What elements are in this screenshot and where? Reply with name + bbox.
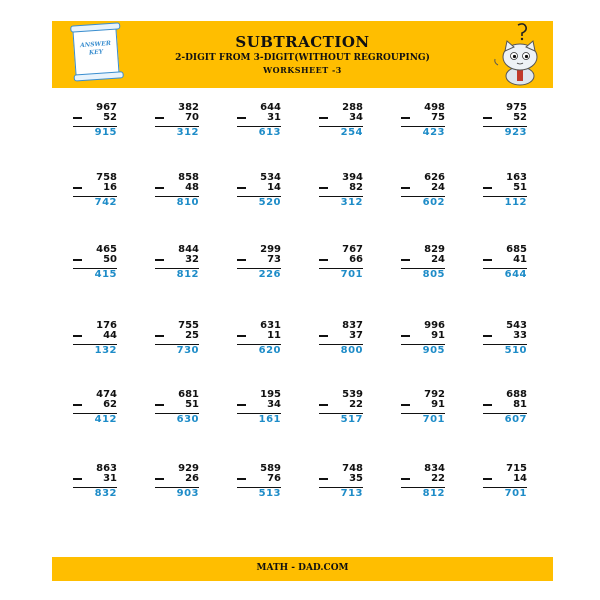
- subtrahend: 62: [103, 399, 117, 410]
- worksheet-number: WORKSHEET -3: [263, 65, 342, 75]
- answer-value: 805: [422, 269, 445, 280]
- subtraction-problem: [483, 389, 527, 427]
- subtrahend: 66: [349, 254, 363, 265]
- minus-sign-icon: [73, 187, 82, 189]
- minus-sign-icon: [155, 187, 164, 189]
- subtrahend: 51: [185, 399, 199, 410]
- subtraction-problem: [73, 320, 117, 358]
- answer-value: 602: [422, 197, 445, 208]
- minus-sign-icon: [483, 259, 492, 261]
- minuend: 176: [96, 320, 117, 331]
- answer-value: 923: [504, 127, 527, 138]
- answer-value: 713: [340, 488, 363, 499]
- subtraction-problem: [237, 244, 281, 282]
- answer-value: 903: [176, 488, 199, 499]
- minus-sign-icon: [237, 478, 246, 480]
- minus-sign-icon: [319, 404, 328, 406]
- subtrahend: 34: [349, 112, 363, 123]
- subtraction-problem: [237, 102, 281, 140]
- minuend: 382: [178, 102, 199, 113]
- minuend: 715: [506, 463, 527, 474]
- answer-value: 613: [258, 127, 281, 138]
- subtrahend: 52: [513, 112, 527, 123]
- minus-sign-icon: [483, 187, 492, 189]
- minuend: 498: [424, 102, 445, 113]
- subtrahend: 41: [513, 254, 527, 265]
- subtrahend: 14: [267, 182, 281, 193]
- subtrahend: 22: [349, 399, 363, 410]
- subtraction-problem: [319, 172, 363, 210]
- subtraction-problem: [319, 320, 363, 358]
- minus-sign-icon: [483, 335, 492, 337]
- subtrahend: 51: [513, 182, 527, 193]
- minus-sign-icon: [155, 259, 164, 261]
- subtraction-problem: [483, 463, 527, 501]
- page-title: SUBTRACTION: [235, 33, 370, 51]
- subtrahend: 11: [267, 330, 281, 341]
- minuend: 792: [424, 389, 445, 400]
- minus-sign-icon: [237, 187, 246, 189]
- subtrahend: 25: [185, 330, 199, 341]
- minuend: 767: [342, 244, 363, 255]
- answer-value: 915: [94, 127, 117, 138]
- subtrahend: 24: [431, 254, 445, 265]
- subtraction-problem: [401, 244, 445, 282]
- answer-value: 517: [340, 414, 363, 425]
- subtrahend: 52: [103, 112, 117, 123]
- minuend: 626: [424, 172, 445, 183]
- minus-sign-icon: [73, 117, 82, 119]
- subtraction-problem: [483, 244, 527, 282]
- subtrahend: 16: [103, 182, 117, 193]
- minus-sign-icon: [237, 404, 246, 406]
- answer-value: 412: [94, 414, 117, 425]
- minuend: 195: [260, 389, 281, 400]
- subtrahend: 73: [267, 254, 281, 265]
- minuend: 863: [96, 463, 117, 474]
- answer-key-label: ANSWER KEY: [79, 39, 112, 57]
- minus-sign-icon: [401, 335, 410, 337]
- subtrahend: 48: [185, 182, 199, 193]
- minuend: 685: [506, 244, 527, 255]
- answer-value: 520: [258, 197, 281, 208]
- answer-value: 800: [340, 345, 363, 356]
- subtraction-problem: [319, 244, 363, 282]
- minus-sign-icon: [155, 478, 164, 480]
- subtraction-problem: [237, 389, 281, 427]
- minus-sign-icon: [155, 117, 164, 119]
- subtrahend: 24: [431, 182, 445, 193]
- subtraction-problem: [401, 102, 445, 140]
- answer-value: 832: [94, 488, 117, 499]
- subtrahend: 37: [349, 330, 363, 341]
- subtrahend: 32: [185, 254, 199, 265]
- answer-value: 510: [504, 345, 527, 356]
- subtraction-problem: [483, 102, 527, 140]
- subtraction-problem: [319, 389, 363, 427]
- subtraction-problem: [155, 389, 199, 427]
- answer-value: 905: [422, 345, 445, 356]
- minus-sign-icon: [483, 117, 492, 119]
- subtraction-problem: [483, 172, 527, 210]
- minus-sign-icon: [401, 259, 410, 261]
- subtrahend: 35: [349, 473, 363, 484]
- subtraction-problem: [155, 463, 199, 501]
- subtrahend: 14: [513, 473, 527, 484]
- subtrahend: 76: [267, 473, 281, 484]
- minus-sign-icon: [73, 335, 82, 337]
- minuend: 534: [260, 172, 281, 183]
- minuend: 681: [178, 389, 199, 400]
- answer-value: 423: [422, 127, 445, 138]
- page-subtitle: 2-DIGIT FROM 3-DIGIT(WITHOUT REGROUPING): [175, 53, 430, 63]
- minuend: 755: [178, 320, 199, 331]
- minuend: 844: [178, 244, 199, 255]
- minus-sign-icon: [401, 478, 410, 480]
- answer-value: 513: [258, 488, 281, 499]
- subtraction-problem: [155, 244, 199, 282]
- subtraction-problem: [401, 463, 445, 501]
- minus-sign-icon: [401, 117, 410, 119]
- answer-value: 620: [258, 345, 281, 356]
- answer-value: 132: [94, 345, 117, 356]
- minus-sign-icon: [73, 259, 82, 261]
- subtrahend: 75: [431, 112, 445, 123]
- subtraction-problem: [73, 463, 117, 501]
- minuend: 543: [506, 320, 527, 331]
- answer-value: 701: [504, 488, 527, 499]
- answer-value: 644: [504, 269, 527, 280]
- subtraction-problem: [483, 320, 527, 358]
- minus-sign-icon: [237, 117, 246, 119]
- subtraction-problem: [155, 102, 199, 140]
- subtrahend: 34: [267, 399, 281, 410]
- minuend: 688: [506, 389, 527, 400]
- answer-value: 701: [340, 269, 363, 280]
- minuend: 929: [178, 463, 199, 474]
- answer-value: 742: [94, 197, 117, 208]
- minuend: 834: [424, 463, 445, 474]
- minus-sign-icon: [319, 117, 328, 119]
- minuend: 539: [342, 389, 363, 400]
- minuend: 748: [342, 463, 363, 474]
- subtraction-problem: [319, 463, 363, 501]
- subtraction-problem: [73, 102, 117, 140]
- minuend: 474: [96, 389, 117, 400]
- minuend: 967: [96, 102, 117, 113]
- minuend: 858: [178, 172, 199, 183]
- minus-sign-icon: [73, 478, 82, 480]
- subtrahend: 50: [103, 254, 117, 265]
- minuend: 163: [506, 172, 527, 183]
- answer-value: 607: [504, 414, 527, 425]
- answer-value: 112: [504, 197, 527, 208]
- subtrahend: 26: [185, 473, 199, 484]
- minuend: 644: [260, 102, 281, 113]
- minus-sign-icon: [73, 404, 82, 406]
- subtraction-problem: [73, 244, 117, 282]
- minuend: 975: [506, 102, 527, 113]
- minus-sign-icon: [237, 335, 246, 337]
- answer-value: 810: [176, 197, 199, 208]
- minuend: 631: [260, 320, 281, 331]
- answer-value: 312: [176, 127, 199, 138]
- answer-value: 312: [340, 197, 363, 208]
- minuend: 996: [424, 320, 445, 331]
- subtrahend: 22: [431, 473, 445, 484]
- subtraction-problem: [73, 389, 117, 427]
- subtrahend: 44: [103, 330, 117, 341]
- subtrahend: 31: [267, 112, 281, 123]
- footer-site-name: MATH - DAD.COM: [256, 563, 349, 573]
- minus-sign-icon: [319, 335, 328, 337]
- answer-value: 254: [340, 127, 363, 138]
- subtraction-problem: [237, 463, 281, 501]
- subtrahend: 33: [513, 330, 527, 341]
- minus-sign-icon: [483, 404, 492, 406]
- minuend: 465: [96, 244, 117, 255]
- subtraction-problem: [401, 172, 445, 210]
- minus-sign-icon: [319, 478, 328, 480]
- answer-value: 812: [176, 269, 199, 280]
- subtraction-problem: [319, 102, 363, 140]
- minus-sign-icon: [319, 259, 328, 261]
- subtraction-problem: [401, 320, 445, 358]
- answer-value: 812: [422, 488, 445, 499]
- subtraction-problem: [237, 172, 281, 210]
- minus-sign-icon: [155, 335, 164, 337]
- subtrahend: 70: [185, 112, 199, 123]
- subtraction-problem: [155, 172, 199, 210]
- subtraction-problem: [401, 389, 445, 427]
- minuend: 758: [96, 172, 117, 183]
- minus-sign-icon: [155, 404, 164, 406]
- answer-value: 730: [176, 345, 199, 356]
- answer-value: 415: [94, 269, 117, 280]
- subtraction-problem: [155, 320, 199, 358]
- subtrahend: 91: [431, 330, 445, 341]
- answer-value: 161: [258, 414, 281, 425]
- minus-sign-icon: [237, 259, 246, 261]
- answer-value: 630: [176, 414, 199, 425]
- subtrahend: 91: [431, 399, 445, 410]
- minuend: 299: [260, 244, 281, 255]
- minus-sign-icon: [401, 187, 410, 189]
- subtraction-problem: [237, 320, 281, 358]
- minuend: 837: [342, 320, 363, 331]
- subtrahend: 81: [513, 399, 527, 410]
- minuend: 288: [342, 102, 363, 113]
- answer-value: 226: [258, 269, 281, 280]
- subtraction-problem: [73, 172, 117, 210]
- minus-sign-icon: [401, 404, 410, 406]
- answer-value: 701: [422, 414, 445, 425]
- subtrahend: 82: [349, 182, 363, 193]
- worksheet-footer: [52, 557, 553, 581]
- minuend: 394: [342, 172, 363, 183]
- minuend: 829: [424, 244, 445, 255]
- minus-sign-icon: [319, 187, 328, 189]
- minus-sign-icon: [483, 478, 492, 480]
- subtrahend: 31: [103, 473, 117, 484]
- minuend: 589: [260, 463, 281, 474]
